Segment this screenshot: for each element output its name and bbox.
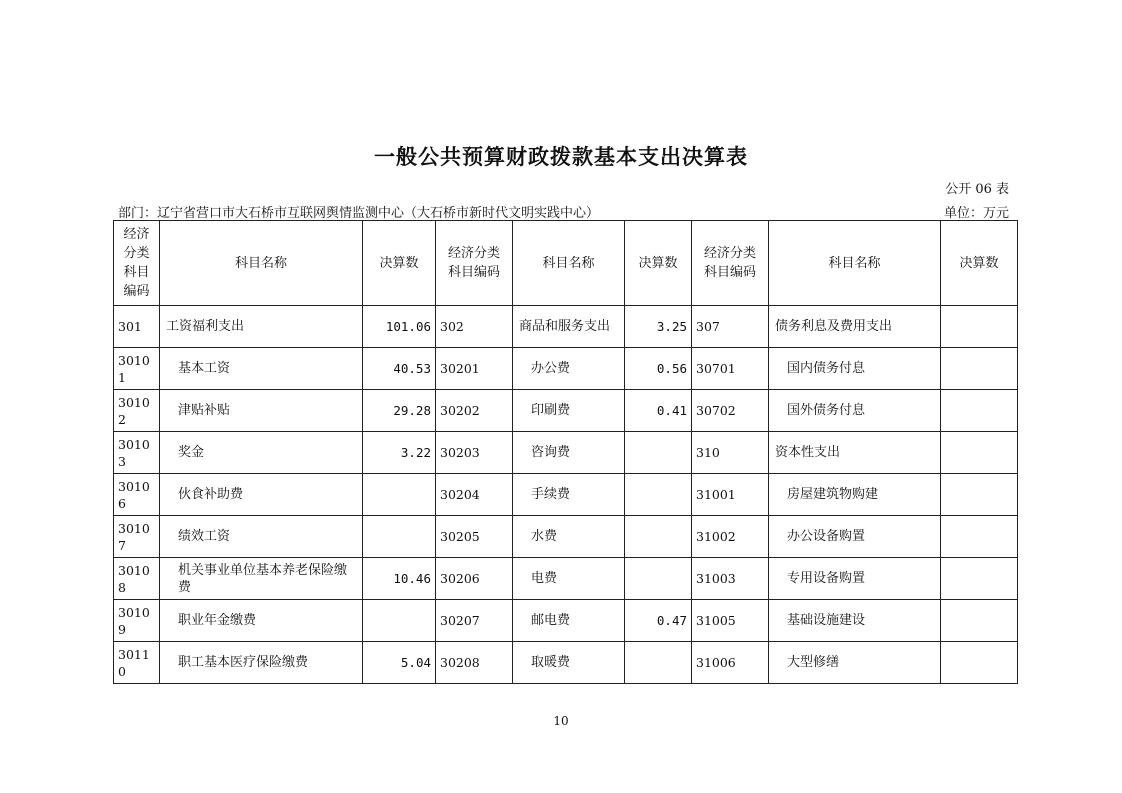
name-cell: 伙食补助费 (160, 474, 363, 516)
code-cell (114, 306, 160, 348)
name-cell: 国内债务付息 (769, 348, 941, 390)
name-cell: 手续费 (513, 474, 625, 516)
code-text: 3011 (118, 646, 150, 662)
code-cell: 30205 (436, 516, 513, 558)
code-text: 3 (118, 453, 126, 469)
header-name: 科目名称 (513, 221, 625, 306)
code-cell (114, 348, 160, 390)
name-cell: 办公费 (513, 348, 625, 390)
amount-cell (625, 642, 692, 684)
name-cell: 职业年金缴费 (160, 600, 363, 642)
page-number: 10 (553, 714, 569, 728)
code-text: 3010 (118, 562, 150, 578)
amount-cell (941, 306, 1018, 348)
department-label: 部门：辽宁省营口市大石桥市互联网舆情监测中心（大石桥市新时代文明实践中心） (118, 206, 600, 221)
header-amount: 决算数 (363, 221, 436, 306)
code-cell (114, 600, 160, 642)
code-text: 3010 (118, 604, 150, 620)
header-code (114, 221, 160, 306)
name-cell: 邮电费 (513, 600, 625, 642)
amount-cell (363, 600, 436, 642)
name-cell: 电费 (513, 558, 625, 600)
amount-cell: 101.06 (363, 306, 436, 348)
code-text: 3010 (118, 394, 150, 410)
code-text: 7 (118, 537, 126, 553)
code-cell: 302 (436, 306, 513, 348)
header-code-text: 经济分类科目编码 (703, 246, 756, 280)
amount-cell (941, 642, 1018, 684)
amount-cell (625, 432, 692, 474)
header-name: 科目名称 (160, 221, 363, 306)
code-text: 1 (118, 369, 126, 385)
code-cell (114, 558, 160, 600)
amount-cell: 3.25 (625, 306, 692, 348)
header-code-line: 科目 (123, 265, 150, 280)
code-text: 6 (118, 495, 126, 511)
code-text: 2 (118, 411, 126, 427)
table-row (114, 474, 1018, 516)
code-cell: 310 (692, 432, 769, 474)
header-code-line: 分类 (123, 246, 150, 261)
code-cell: 30204 (436, 474, 513, 516)
code-text: 3010 (118, 352, 150, 368)
code-text: 0 (118, 663, 126, 679)
amount-cell (941, 516, 1018, 558)
header-code (692, 221, 769, 306)
header-amount: 决算数 (625, 221, 692, 306)
name-cell: 债务利息及费用支出 (769, 306, 941, 348)
table-row (114, 600, 1018, 642)
amount-cell (941, 348, 1018, 390)
header-code-text: 经济分类科目编码 (447, 246, 500, 280)
amount-cell: 5.04 (363, 642, 436, 684)
table-header-row (114, 221, 1018, 306)
code-cell (114, 516, 160, 558)
amount-cell (625, 558, 692, 600)
name-cell: 水费 (513, 516, 625, 558)
code-text: 3010 (118, 520, 150, 536)
code-cell (114, 642, 160, 684)
code-cell: 30202 (436, 390, 513, 432)
name-cell: 绩效工资 (160, 516, 363, 558)
table-row (114, 642, 1018, 684)
code-cell: 30702 (692, 390, 769, 432)
table-row (114, 348, 1018, 390)
name-cell: 基础设施建设 (769, 600, 941, 642)
name-cell: 大型修缮 (769, 642, 941, 684)
amount-cell (941, 600, 1018, 642)
header-amount: 决算数 (941, 221, 1018, 306)
name-cell: 国外债务付息 (769, 390, 941, 432)
code-cell: 30206 (436, 558, 513, 600)
amount-cell (363, 516, 436, 558)
amount-cell: 40.53 (363, 348, 436, 390)
code-cell: 31005 (692, 600, 769, 642)
code-cell (114, 474, 160, 516)
code-cell: 30701 (692, 348, 769, 390)
code-text: 3010 (118, 478, 150, 494)
name-cell: 咨询费 (513, 432, 625, 474)
table-row (114, 558, 1018, 600)
code-cell: 30207 (436, 600, 513, 642)
name-cell: 资本性支出 (769, 432, 941, 474)
name-cell: 机关事业单位基本养老保险缴费 (160, 558, 363, 600)
amount-cell: 0.41 (625, 390, 692, 432)
name-cell: 基本工资 (160, 348, 363, 390)
header-code (436, 221, 513, 306)
table-row (114, 516, 1018, 558)
table-row (114, 432, 1018, 474)
page-title: 一般公共预算财政拨款基本支出决算表 (374, 144, 748, 169)
code-cell: 307 (692, 306, 769, 348)
amount-cell (941, 432, 1018, 474)
name-cell: 取暖费 (513, 642, 625, 684)
code-cell: 30208 (436, 642, 513, 684)
code-text: 301 (118, 319, 142, 334)
amount-cell (625, 516, 692, 558)
code-cell: 31006 (692, 642, 769, 684)
name-cell: 奖金 (160, 432, 363, 474)
code-cell: 31002 (692, 516, 769, 558)
amount-cell (941, 390, 1018, 432)
amount-cell (941, 474, 1018, 516)
amount-cell: 10.46 (363, 558, 436, 600)
code-cell: 31003 (692, 558, 769, 600)
name-cell: 办公设备购置 (769, 516, 941, 558)
code-cell (114, 390, 160, 432)
header-code-line: 经济 (123, 227, 150, 242)
name-cell: 职工基本医疗保险缴费 (160, 642, 363, 684)
name-cell: 津贴补贴 (160, 390, 363, 432)
amount-cell: 0.47 (625, 600, 692, 642)
code-text: 3010 (118, 436, 150, 452)
name-cell: 印刷费 (513, 390, 625, 432)
amount-cell (625, 474, 692, 516)
code-text: 9 (118, 621, 126, 637)
amount-cell: 0.56 (625, 348, 692, 390)
amount-cell: 3.22 (363, 432, 436, 474)
code-cell: 30201 (436, 348, 513, 390)
header-code-line: 编码 (123, 284, 150, 299)
header-name: 科目名称 (769, 221, 941, 306)
table-row (114, 306, 1018, 348)
code-cell: 31001 (692, 474, 769, 516)
code-cell: 30203 (436, 432, 513, 474)
amount-cell (363, 474, 436, 516)
amount-cell: 29.28 (363, 390, 436, 432)
expenditure-table (113, 220, 1018, 684)
name-cell: 专用设备购置 (769, 558, 941, 600)
code-cell (114, 432, 160, 474)
name-cell: 房屋建筑物购建 (769, 474, 941, 516)
name-cell: 工资福利支出 (160, 306, 363, 348)
form-number: 公开 06 表 (945, 182, 1009, 197)
code-text: 8 (118, 579, 126, 595)
unit-label: 单位：万元 (943, 206, 1009, 221)
name-cell: 商品和服务支出 (513, 306, 625, 348)
table-row (114, 390, 1018, 432)
amount-cell (941, 558, 1018, 600)
